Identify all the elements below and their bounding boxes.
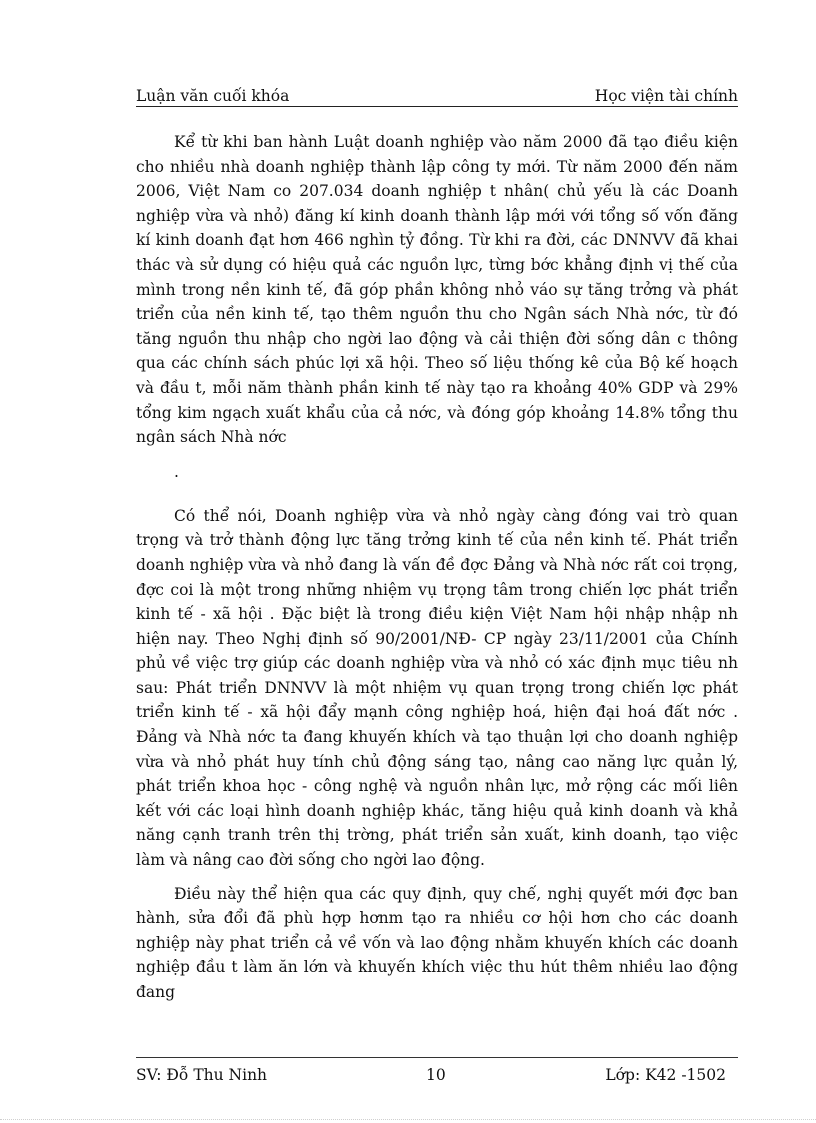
- paragraph-1: Kể từ khi ban hành Luật doanh nghiệp vào năm 2000 đã tạo điều kiện cho nhiều nhà doanh nghiệp thành lập công ty mới. Từ năm 2000 đến năm 2006, Việt Nam co 207.034 doanh nghiệp t nhân( chủ yếu là các Doanh nghiệp vừa và nhỏ) đăng kí kinh doanh thành lập mới với tổng số vốn đăng kí kinh doanh đạt hơn 466 nghìn tỷ đồng. Từ khi ra đời, các DNNVV đã khai thác và sử dụng có hiệu quả các nguồn lực, từng bớc khẳng định vị thế của mình trong nền kinh tế, đã góp phần không nhỏ váo sự tăng trởng và phát triển của nền kinh tế, tạo thêm nguồn thu cho Ngân sách Nhà nớc, từ đó tăng nguồn thu nhập cho ngời lao động và cải thiện đời sống dân c thông qua các chính sách phúc lợi xã hội. Theo số liệu thống kê của Bộ kế hoạch và đầu t, mỗi năm thành phần kinh tế này tạo ra khoảng 40% GDP và 29% tổng kim ngạch xuất khẩu của cả nớc, và đóng góp khoảng 14.8% tổng thu ngân sách Nhà nớc: [136, 133, 738, 447]
- page-bottom-edge: [0, 1119, 816, 1120]
- footer-student-name: SV: Đỗ Thu Ninh: [136, 1066, 268, 1084]
- page-footer: [136, 1066, 738, 1088]
- header-thesis-title: Luận văn cuối khóa: [136, 87, 290, 105]
- header-divider: [136, 106, 738, 107]
- footer-divider: [136, 1057, 738, 1058]
- header-institution: Học viện tài chính: [594, 87, 738, 105]
- page-number: 10: [426, 1066, 446, 1084]
- paragraph-3: Điều này thể hiện qua các quy định, quy chế, nghị quyết mới đợc ban hành, sửa đổi đã phù hợp hơnm tạo ra nhiều cơ hội hơn cho các doanh nghiệp này phat triển cả về vốn và lao động nhằm khuyến khích các doanh nghiệp đầu t làm ăn lớn và khuyến khích việc thu hút thêm nhiều lao động đang: [136, 884, 738, 1001]
- running-header: [136, 83, 738, 105]
- paragraph-2: Có thể nói, Doanh nghiệp vừa và nhỏ ngày càng đóng vai trò quan trọng và trở thành động lực tăng trởng kinh tế của nền kinh tế. Phát triển doanh nghiệp vừa và nhỏ đang là vấn đề đợc Đảng và Nhà nớc rất coi trọng, đợc coi là một trong những nhiệm vụ trọng tâm trong chiến lợc phát triển kinh tế - xã hội . Đặc biệt là trong điều kiện Việt Nam hội nhập nhập nh hiện nay. Theo Nghị định số 90/2001/NĐ- CP ngày 23/11/2001 của Chính phủ về việc trợ giúp các doanh nghiệp vừa và nhỏ có xác định mục tiêu nh sau: Phát triển DNNVV là một nhiệm vụ quan trọng trong chiến lợc phát triển kinh tế - xã hội đẩy mạnh công nghiệp hoá, hiện đại hoá đất nớc . Đảng và Nhà nớc ta đang khuyến khích và tạo thuận lợi cho doanh nghiệp vừa và nhỏ phát huy tính chủ động sáng tạo, nâng cao năng lực quản lý, phát triển khoa học - công nghệ và nguồn nhân lực, mở rộng các mối liên kết với các loại hình doanh nghiệp khác, tăng hiệu quả kinh doanh và khả năng cạnh tranh trên thị trờng, phát triển sản xuất, kinh doanh, tạo việc làm và nâng cao đời sống cho ngời lao động.: [136, 506, 738, 870]
- body-text: [136, 130, 738, 1014]
- footer-class-code: Lớp: K42 -1502: [605, 1066, 726, 1084]
- stray-period: .: [174, 462, 179, 481]
